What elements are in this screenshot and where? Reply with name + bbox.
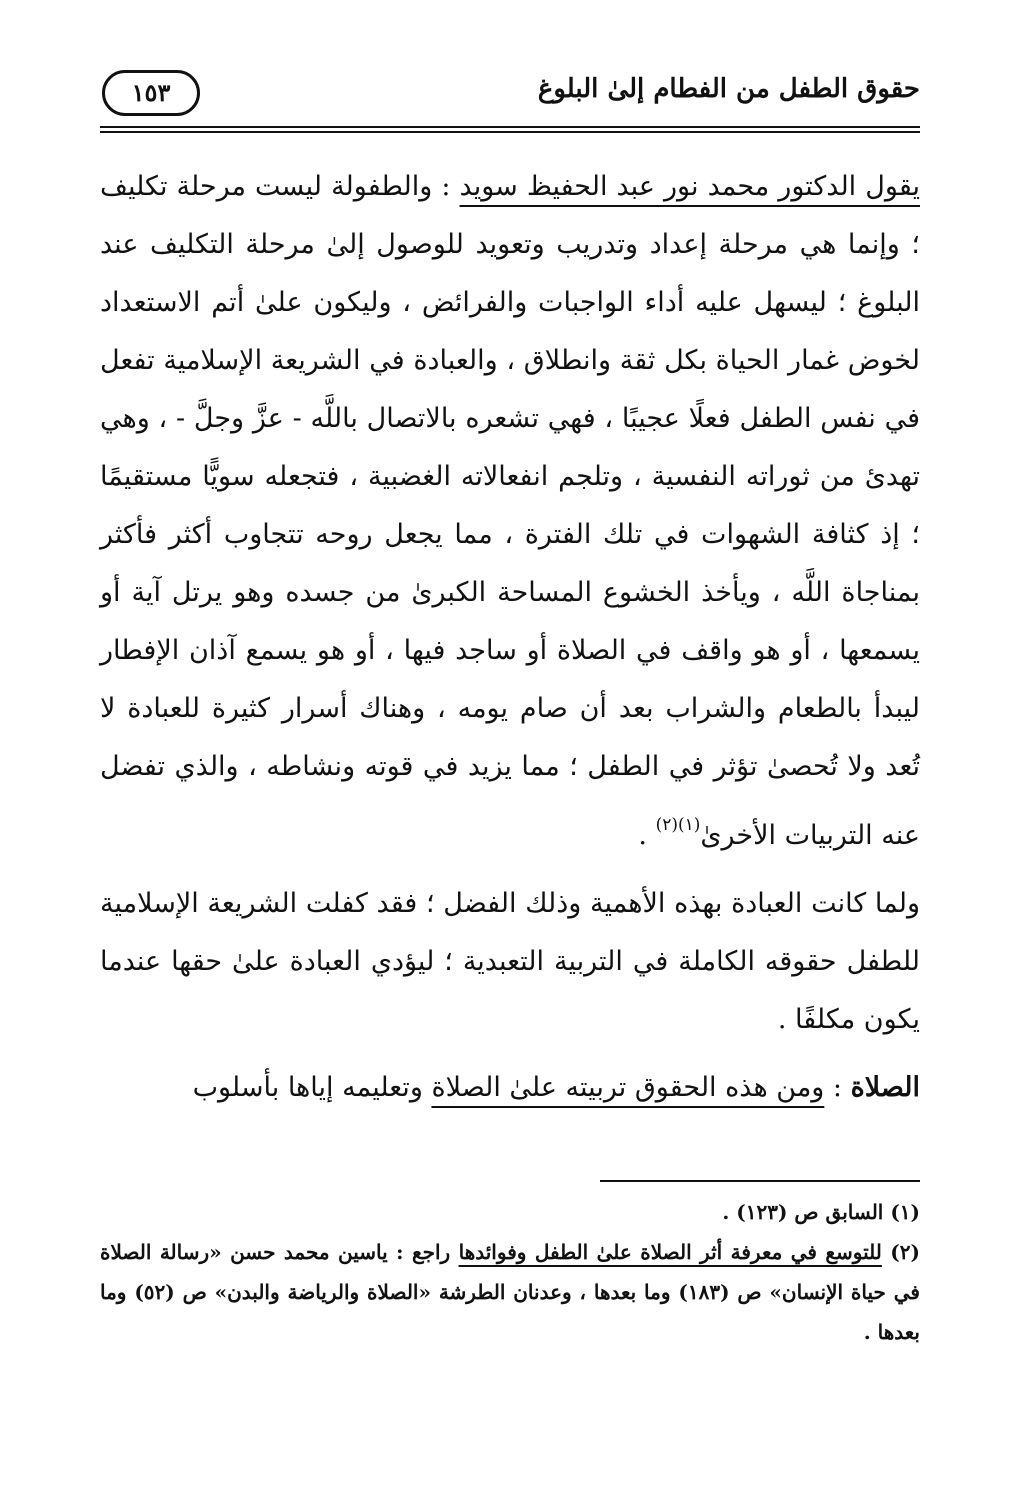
quoted-author: يقول الدكتور محمد نور عبد الحفيظ سويد xyxy=(459,171,920,202)
page-number-badge: ١٥٣ xyxy=(102,70,200,116)
paragraph-1-end: . xyxy=(638,820,656,851)
header-rule-bottom xyxy=(100,131,920,133)
heading-separator: : xyxy=(824,1072,851,1103)
footnotes xyxy=(100,1192,920,1352)
running-title: حقوق الطفل من الفطام إلىٰ البلوغ xyxy=(537,74,920,104)
paragraph-3 xyxy=(100,1059,920,1117)
paragraph-3-underlined: ومن هذه الحقوق تربيته علىٰ الصلاة xyxy=(431,1072,825,1103)
paragraph-1-text: : والطفولة ليست مرحلة تكليف ؛ وإنما هي مرحلة إعداد وتدريب وتعويد للوصول إلىٰ مرحلة التكليف عند البلوغ ؛ ليسهل عليه أداء الواجبات والفرائض ، وليكون علىٰ أتم الاستعداد لخوض غمار الحياة بكل ثقة وانطلاق ، والعبادة في الشريعة الإسلامية تفعل في نفس الطفل فعلًا عجيبًا ، فهي تشعره بالاتصال باللَّه - عزَّ وجلَّ - ، وهي تهدئ من ثوراته النفسية ، وتلجم انفعالاته الغضبية ، فتجعله سويًّا مستقيمًا ؛ إذ كثافة الشهوات في تلك الفترة ، مما يجعل روحه تتجاوب أكثر فأكثر بمناجاة اللَّه ، ويأخذ الخشوع المساحة الكبرىٰ من جسده وهو يرتل آية أو يسمعها ، أو هو واقف في الصلاة أو ساجد فيها ، أو هو يسمع آذان الإفطار ليبدأ بالطعام والشراب بعد أن صام يومه ، وهناك أسرار كثيرة للعبادة لا تُعد ولا تُحصىٰ تؤثر في الطفل ؛ مما يزيد في قوته ونشاطه ، والذي تفضل عنه التربيات الأخرىٰ xyxy=(100,171,920,851)
footnote-2-underlined: للتوسع في معرفة أثر الصلاة علىٰ الطفل وفوائدها xyxy=(458,1240,882,1264)
footnote-2 xyxy=(100,1232,920,1352)
section-heading-prayer: الصلاة xyxy=(850,1072,920,1103)
page-body xyxy=(100,158,920,1127)
paragraph-1 xyxy=(100,158,920,865)
footnote-refs[interactable]: (١)(٢) xyxy=(655,815,701,835)
footnote-rule xyxy=(600,1180,920,1182)
footnote-1: (١) السابق ص (١٢٣) . xyxy=(722,1200,920,1224)
paragraph-3-text: وتعليمه إياها بأسلوب xyxy=(192,1072,432,1103)
book-page xyxy=(100,60,920,1460)
page-header xyxy=(100,60,920,120)
footnote-2-prefix: (٢) xyxy=(881,1240,920,1264)
header-rule-top xyxy=(100,126,920,128)
paragraph-2: ولما كانت العبادة بهذه الأهمية وذلك الفضل ؛ فقد كفلت الشريعة الإسلامية للطفل حقوقه الكاملة في التربية التعبدية ؛ ليؤدي العبادة علىٰ حقها عندما يكون مكلفًا . xyxy=(100,888,920,1035)
footnote-2-text: راجع : ياسين محمد حسن «رسالة الصلاة في حياة الإنسان» ص (١٨٣) وما بعدها ، وعدنان الطرشة «الصلاة والرياضة والبدن» ص (٥٢) وما بعدها . xyxy=(100,1240,920,1344)
